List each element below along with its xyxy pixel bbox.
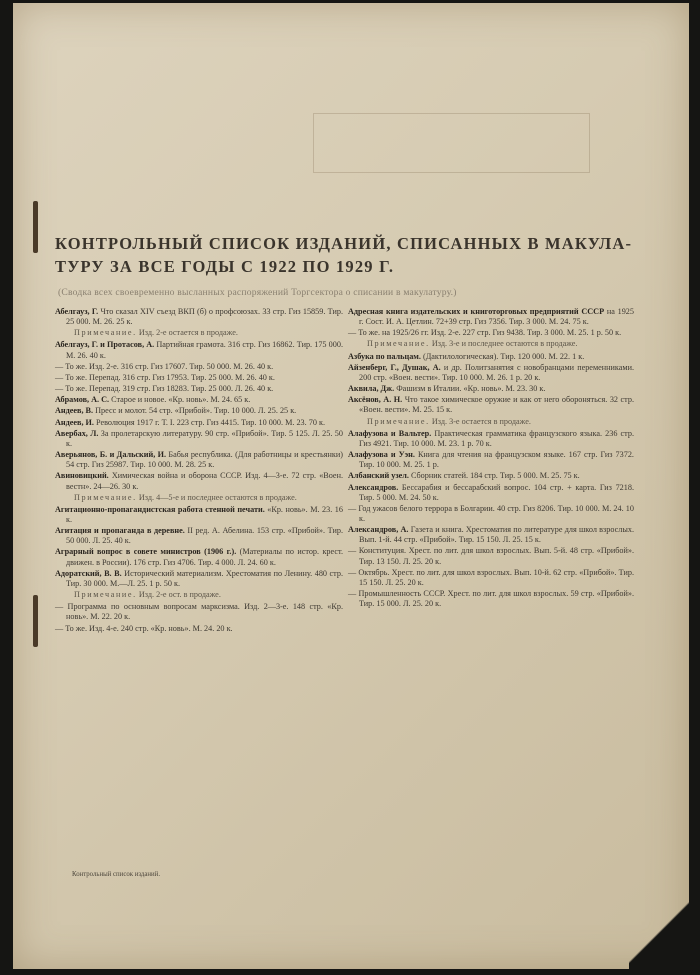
entry-author: Аграрный вопрос в совете министров (1906 г.). bbox=[55, 547, 237, 557]
entry-author: Азбука по пальцам. bbox=[348, 351, 421, 361]
entry-text: Революция 1917 г. Т. I. 223 стр. Гиз 4415. Тир. 10 000. М. 23. 70 к. bbox=[93, 417, 325, 427]
document-subtitle: (Сводка всех своевременно высланных распоряжений Торгсектора о списании в макулатуру.) bbox=[58, 287, 457, 298]
entry-text: Практическая грамматика французского языка. 236 стр. Гиз 4921. Тир. 10 000. М. 23. 1 р. 70 к. bbox=[359, 428, 634, 448]
entry-author: Адоратский, В. В. bbox=[55, 568, 122, 578]
note-text: Изд. 2-е ост. в продаже. bbox=[136, 590, 221, 600]
entry-text: на 1925 г. Сост. И. А. Цетлин. 72+39 стр. Гиз 7356. Тир. 3 000. М. 24. 75 к. bbox=[359, 307, 634, 327]
right-column bbox=[348, 307, 634, 610]
list-item bbox=[348, 429, 634, 449]
entry-text: Сборник статей. 184 стр. Тир. 5 000. М. 25. 75 к. bbox=[408, 471, 580, 481]
note-text: Изд. 4—5-е и последнее остаются в продаже. bbox=[136, 492, 297, 502]
entry-text: — То же. на 1925/26 гг. Изд. 2-е. 227 стр. Гиз 9438. Тир. 3 000. М. 25. 1 р. 50 к. bbox=[348, 328, 622, 338]
list-item bbox=[348, 384, 634, 394]
entry-text: Исторический материализм. Хрестоматия по Ленину. 480 стр. Тир. 30 000. М.—Л. 25. 1 р. 50 к. bbox=[66, 568, 343, 588]
list-item bbox=[348, 328, 634, 338]
entry-text: Книга для чтения на французском языке. 167 стр. Гиз 7372. Тир. 10 000. М. 25. 1 р. bbox=[359, 450, 634, 470]
entry-text: «Кр. новь». М. 23. 16 к. bbox=[66, 504, 343, 524]
entry-text: II ред. А. Абелина. 153 стр. «Прибой». Тир. 50 000. Л. 25. 40 к. bbox=[66, 526, 343, 546]
list-item bbox=[55, 526, 343, 546]
list-item bbox=[55, 505, 343, 525]
entry-text: Пресс и молот. 54 стр. «Прибой». Тир. 10 000. Л. 25. 25 к. bbox=[93, 406, 297, 416]
entry-text: (Дактилологическая). Тир. 120 000. М. 22. 1 к. bbox=[420, 351, 585, 361]
left-column bbox=[55, 307, 343, 635]
entry-author: Аксёнов, А. Н. bbox=[348, 395, 403, 405]
list-item bbox=[55, 450, 343, 470]
entry-text: Бабья республика. (Для работницы и крестьянки) 54 стр. Гиз 25987. Тир. 10 000. М. 28. 25 к. bbox=[66, 450, 343, 470]
entry-author: Абелгауз, Г. и Протасов, А. bbox=[55, 340, 155, 350]
list-item bbox=[55, 307, 343, 327]
list-item bbox=[348, 307, 634, 327]
note-label: Примечание. bbox=[74, 590, 137, 600]
note-label: Примечание. bbox=[74, 492, 137, 502]
entry-author: Аквила, Дж. bbox=[348, 384, 395, 394]
list-item bbox=[348, 483, 634, 503]
note-item bbox=[55, 328, 343, 338]
entry-author: Агитационно-пропагандистская работа стенной печати. bbox=[55, 504, 265, 514]
entry-author: Андеев, В. bbox=[55, 406, 94, 416]
list-item bbox=[348, 568, 634, 588]
list-item bbox=[348, 589, 634, 609]
note-item bbox=[55, 590, 343, 600]
list-item bbox=[55, 602, 343, 622]
list-item bbox=[55, 624, 343, 634]
list-item bbox=[348, 363, 634, 383]
document-title bbox=[55, 232, 655, 278]
list-item bbox=[348, 395, 634, 415]
list-item bbox=[55, 406, 343, 416]
list-item bbox=[55, 384, 343, 394]
staple-bottom bbox=[33, 595, 38, 647]
list-item bbox=[55, 373, 343, 383]
entry-text: — Конституция. Хрест. по лит. для школ взрослых. Вып. 5-й. 48 стр. «Прибой». Тир. 13 150. Л. 25. 20 к. bbox=[348, 546, 634, 566]
entry-text: — Программа по основным вопросам марксизма. Изд. 2—3-е. 148 стр. «Кр. новь». М. 22. 20 к. bbox=[55, 602, 343, 622]
list-item bbox=[348, 352, 634, 362]
list-item bbox=[348, 471, 634, 481]
entry-author: Айзенберг, Г., Душак, А. bbox=[348, 362, 441, 372]
entry-author: Андеев, И. bbox=[55, 417, 94, 427]
note-label: Примечание. bbox=[367, 339, 430, 349]
entry-text: — Промышленность СССР. Хрест. по лит. для школ взрослых. 59 стр. «Прибой». Тир. 15 000. Л. 25. 20 к. bbox=[348, 589, 634, 609]
entry-text: Что такое химическое оружие и как от него обороняться. 32 стр. «Воен. вести». М. 25. 15 к. bbox=[359, 395, 634, 415]
staple-top bbox=[33, 201, 38, 253]
list-item bbox=[55, 471, 343, 491]
entry-text: и др. Политзанятия с новобранцами переменниками. 200 стр. «Воен. вести». Тир. 10 000. М. 26. 1 р. 20 к. bbox=[359, 362, 634, 382]
entry-text: — То же. Изд. 2-е. 316 стр. Гиз 17607. Тир. 50 000. М. 26. 40 к. bbox=[55, 361, 274, 371]
entry-author: Аверьянов, Б. и Дальский, И. bbox=[55, 450, 167, 460]
entry-author: Александров. bbox=[348, 482, 399, 492]
list-item bbox=[55, 340, 343, 360]
list-item bbox=[55, 418, 343, 428]
list-item bbox=[55, 547, 343, 567]
entry-text: — То же. Перепад. 319 стр. Гиз 18283. Тир. 25 000. Л. 26. 40 к. bbox=[55, 384, 274, 394]
note-label: Примечание. bbox=[367, 416, 430, 426]
note-text: Изд. 3-е остается в продаже. bbox=[429, 416, 531, 426]
list-item bbox=[55, 362, 343, 372]
note-text: Изд. 3-е и последнее остаются в продаже. bbox=[429, 339, 578, 349]
entry-text: — То же. Изд. 4-е. 240 стр. «Кр. новь». М. 24. 20 к. bbox=[55, 623, 233, 633]
list-item bbox=[55, 395, 343, 405]
entry-text: Фашизм в Италии. «Кр. новь». М. 23. 30 к. bbox=[394, 384, 546, 394]
entry-author: Авиновицкий. bbox=[55, 471, 109, 481]
entry-author: Агитация и пропаганда в деревне. bbox=[55, 526, 185, 536]
note-item bbox=[55, 493, 343, 503]
entry-text: (Материалы по истор. крест. движен. в России). 176 стр. Гиз 4706. Тир. 4 000. Л. 24. 60 к. bbox=[66, 547, 344, 567]
faded-stamp-outline bbox=[313, 113, 590, 173]
entry-text: Партийная грамота. 316 стр. Гиз 16862. Тир. 175 000. М. 26. 40 к. bbox=[66, 340, 343, 360]
note-label: Примечание. bbox=[74, 328, 137, 338]
entry-author: Абрамов, А. С. bbox=[55, 395, 110, 405]
list-item bbox=[348, 450, 634, 470]
entry-text: Старое и новое. «Кр. новь». М. 24. 65 к. bbox=[109, 395, 251, 405]
entry-author: Абелгауз, Г. bbox=[55, 307, 99, 316]
entry-text: Газета и книга. Хрестоматия по литературе для школ взрослых. Вып. 1-й. 44 стр. «Прибой». Тир. 15 150. Л. 25. 15 к. bbox=[359, 525, 634, 545]
entry-text: За пролетарскую литературу. 90 стр. «Прибой». Тир. 5 125. Л. 25. 50 к. bbox=[66, 428, 343, 448]
list-item bbox=[348, 546, 634, 566]
title-line-1: КОНТРОЛЬНЫЙ СПИСОК ИЗДАНИЙ, СПИСАННЫХ В МАКУЛА- bbox=[55, 234, 633, 253]
list-item bbox=[55, 569, 343, 589]
page-footer: Контрольный список изданий. bbox=[72, 871, 161, 878]
entry-author: Алафузова и Вальтер. bbox=[348, 428, 432, 438]
title-line-2: ТУРУ ЗА ВСЕ ГОДЫ С 1922 ПО 1929 Г. bbox=[55, 257, 395, 276]
list-item bbox=[348, 525, 634, 545]
entry-author: Алафузова и Уэн. bbox=[348, 450, 415, 460]
entry-text: — Октябрь. Хрест. по лит. для школ взрослых. Вып. 10-й. 62 стр. «Прибой». Тир. 15 150. Л. 25. 20 к. bbox=[348, 567, 634, 587]
entry-author: Александров, А. bbox=[348, 525, 409, 535]
entry-text: Бессарабия и бессарабский вопрос. 104 стр. + карта. Гиз 7218. Тир. 5 000. М. 24. 50 к. bbox=[359, 482, 634, 502]
note-item bbox=[348, 417, 634, 427]
list-item bbox=[55, 429, 343, 449]
entry-author: Албанский узел. bbox=[348, 471, 409, 481]
entry-author: Адресная книга издательских и книготорговых предприятий СССР bbox=[348, 307, 605, 316]
list-item bbox=[348, 504, 634, 524]
entry-text: Химическая война и оборона СССР. Изд. 4—3-е. 72 стр. «Воен. вестн». 24—26. 30 к. bbox=[66, 471, 343, 491]
entry-author: Авербах, Л. bbox=[55, 428, 99, 438]
entry-text: Что сказал XIV съезд ВКП (б) о профсоюзах. 33 стр. Гиз 15859. Тир. 25 000. М. 26. 25 к. bbox=[66, 307, 343, 327]
entry-text: — То же. Перепад. 316 стр. Гиз 17953. Тир. 25 000. М. 26. 40 к. bbox=[55, 372, 275, 382]
note-item bbox=[348, 339, 634, 349]
note-text: Изд. 2-е остается в продаже. bbox=[136, 328, 238, 338]
entry-text: — Год ужасов белого террора в Болгарии. 40 стр. Гиз 8206. Тир. 10 000. М. 24. 10 к. bbox=[348, 503, 634, 523]
